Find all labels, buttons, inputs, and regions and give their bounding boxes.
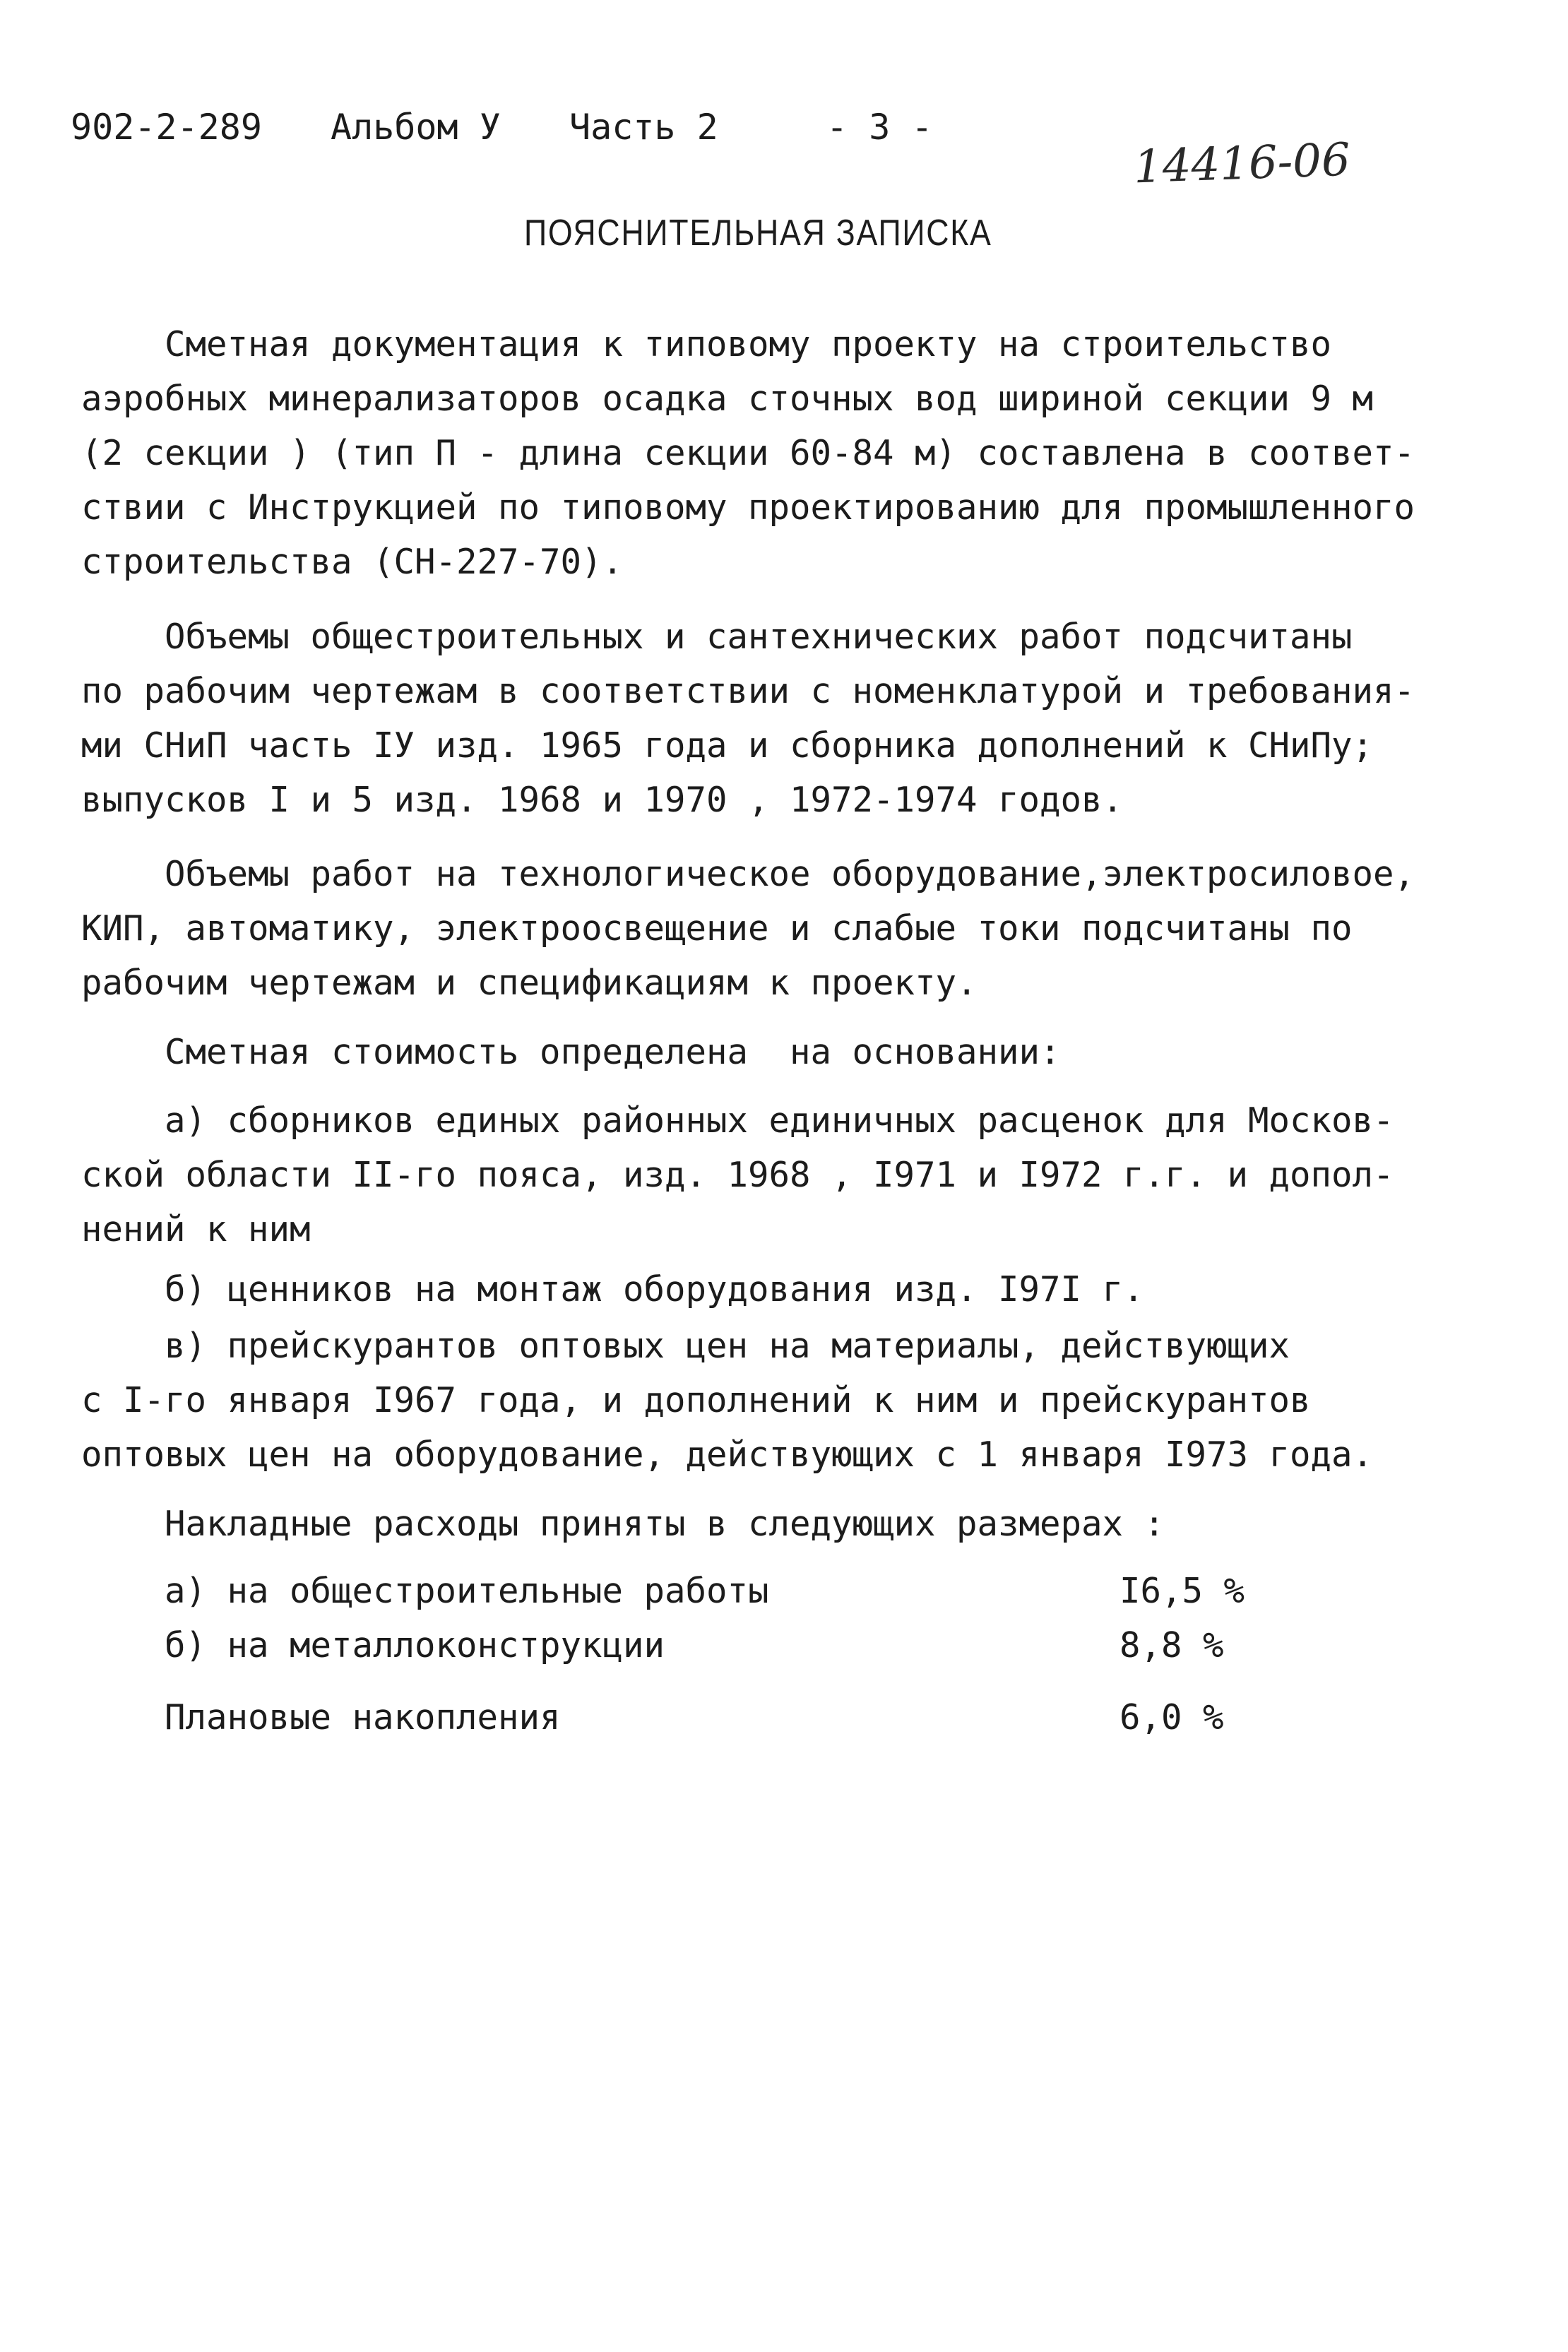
- overheads-intro: Накладные расходы приняты в следующих размерах :: [81, 1504, 1165, 1544]
- header-code: 902-2-289: [71, 107, 262, 148]
- paragraph2-line: Объемы общестроительных и сантехнических работ подсчитаны: [81, 617, 1353, 657]
- paragraph1-line: ствии с Инструкцией по типовому проектированию для промышленного: [81, 487, 1415, 528]
- list-item-c-cont: оптовых цен на оборудование, действующих с 1 января I973 года.: [81, 1435, 1374, 1475]
- list-item-a: а) сборников единых районных единичных расценок для Москов-: [81, 1100, 1394, 1141]
- header-album: Альбом У: [331, 107, 501, 148]
- header-page-number: - 3 -: [826, 107, 933, 148]
- header-part: Часть 2: [569, 107, 718, 148]
- overhead-value: I6,5 %: [1119, 1571, 1245, 1611]
- paragraph3-line: рабочим чертежам и спецификациям к проекту.: [81, 963, 978, 1003]
- paragraph2-line: ми СНиП часть IУ изд. 1965 года и сборника дополнений к СНиПу;: [81, 725, 1374, 766]
- overhead-label: а) на общестроительные работы: [81, 1571, 769, 1611]
- paragraph3-line: КИП, автоматику, электроосвещение и слабые токи подсчитаны по: [81, 908, 1353, 949]
- list-item-a-cont: нений к ним: [81, 1209, 311, 1249]
- paragraph1-line: аэробных минерализаторов осадка сточных вод шириной секции 9 м: [81, 379, 1374, 419]
- planned-savings-label: Плановые накопления: [81, 1697, 561, 1738]
- paragraph1-line: (2 секции ) (тип П - длина секции 60-84 м) составлена в соответ-: [81, 433, 1415, 473]
- paragraph1-line: Сметная документация к типовому проекту на строительство: [81, 324, 1332, 364]
- paragraph1-line: строительства (СН-227-70).: [81, 542, 624, 582]
- overhead-label: б) на металлоконструкции: [81, 1625, 665, 1665]
- list-item-c-cont: с I-го января I967 года, и дополнений к ним и прейскурантов: [81, 1380, 1311, 1420]
- paragraph4-line: Сметная стоимость определена на основании:: [81, 1032, 1061, 1072]
- overhead-value: 8,8 %: [1119, 1625, 1224, 1665]
- planned-savings-value: 6,0 %: [1119, 1697, 1224, 1738]
- list-item-b: б) ценников на монтаж оборудования изд. I97I г.: [81, 1269, 1144, 1309]
- paragraph2-line: выпусков I и 5 изд. 1968 и 1970 , 1972-1974 годов.: [81, 780, 1124, 820]
- handwritten-note: 14416-06: [1132, 133, 1351, 194]
- list-item-c: в) прейскурантов оптовых цен на материалы, действующих: [81, 1326, 1290, 1366]
- document-title: ПОЯСНИТЕЛЬНАЯ ЗАПИСКА: [524, 213, 992, 254]
- paragraph2-line: по рабочим чертежам в соответствии с номенклатурой и требования-: [81, 671, 1415, 711]
- list-item-a-cont: ской области II-го пояса, изд. 1968 , I971 и I972 г.г. и допол-: [81, 1155, 1394, 1195]
- paragraph3-line: Объемы работ на технологическое оборудование,электросиловое,: [81, 854, 1415, 894]
